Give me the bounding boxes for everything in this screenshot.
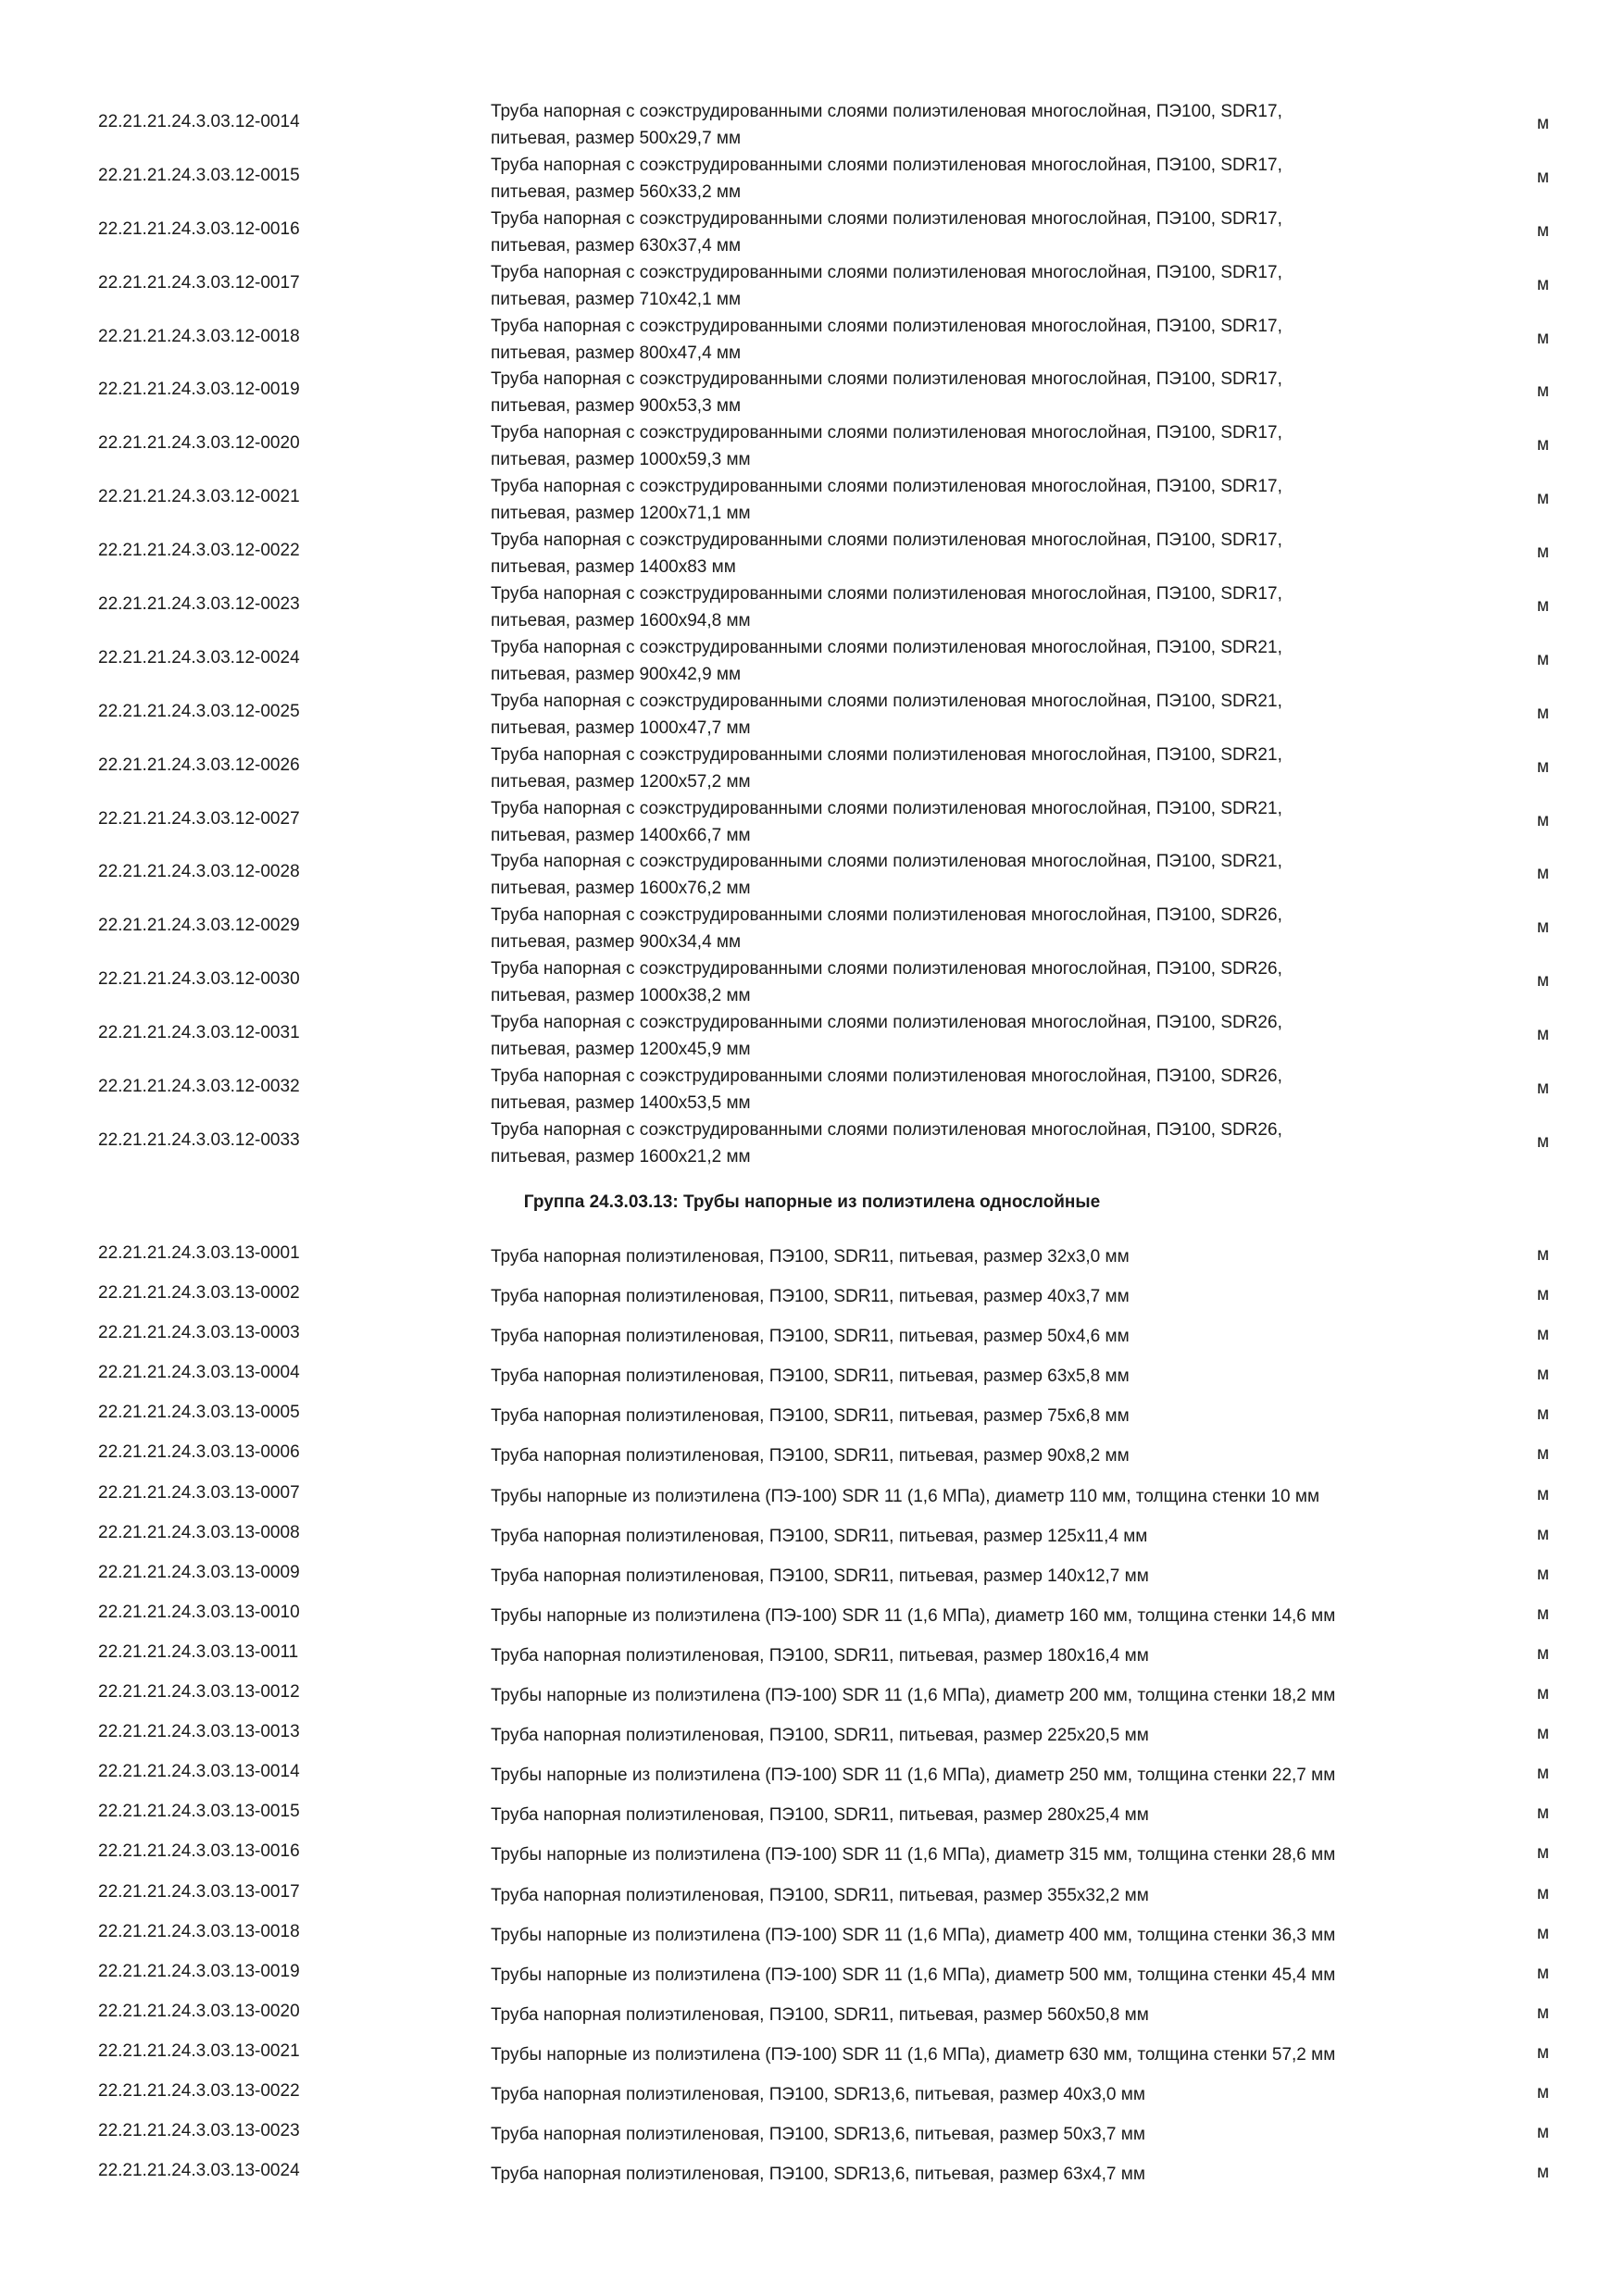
table-row (0, 2153, 1624, 2193)
resource-description: Труба напорная полиэтиленовая, ПЭ100, SDR11, питьевая, размер 560х50,8 мм (491, 2004, 1149, 2025)
resource-description (491, 902, 1491, 955)
table-row (0, 1435, 1624, 1475)
unit-of-measure: м (1537, 1724, 1550, 1744)
unit-of-measure: м (1537, 756, 1550, 777)
unit-of-measure: м (1537, 328, 1550, 348)
description-line-2: питьевая, размер 1000х47,7 мм (491, 718, 751, 738)
resource-code: 22.21.21.24.3.03.13-0015 (98, 1802, 300, 1822)
table-row (0, 1875, 1624, 1915)
resource-description (491, 1117, 1491, 1170)
resource-code: 22.21.21.24.3.03.13-0010 (98, 1602, 300, 1622)
description-line-2: питьевая, размер 1000х38,2 мм (491, 986, 751, 1006)
description-line-1: Труба напорная с соэкструдированными слоями полиэтиленовая многослойная, ПЭ100, SDR21, (491, 852, 1282, 872)
description-line-1: Труба напорная с соэкструдированными слоями полиэтиленовая многослойная, ПЭ100, SDR26, (491, 905, 1282, 926)
resource-description (491, 1063, 1491, 1117)
resource-description: Труба напорная полиэтиленовая, ПЭ100, SDR13,6, питьевая, размер 50х3,7 мм (491, 2125, 1145, 2145)
description-line-1: Труба напорная с соэкструдированными слоями полиэтиленовая многослойная, ПЭ100, SDR26, (491, 1067, 1282, 1087)
description-line-1: Труба напорная с соэкструдированными слоями полиэтиленовая многослойная, ПЭ100, SDR17, (491, 155, 1282, 175)
resource-code: 22.21.21.24.3.03.12-0024 (98, 647, 300, 668)
description-line-1: Труба напорная с соэкструдированными слоями полиэтиленовая многослойная, ПЭ100, SDR17, (491, 530, 1282, 551)
description-line-2: питьевая, размер 630х37,4 мм (491, 235, 742, 256)
description-line-2: питьевая, размер 710х42,1 мм (491, 289, 742, 309)
resource-code: 22.21.21.24.3.03.13-0014 (98, 1762, 300, 1782)
description-line-1: Труба напорная с соэкструдированными слоями полиэтиленовая многослойная, ПЭ100, SDR26, (491, 1119, 1282, 1140)
resource-code: 22.21.21.24.3.03.12-0018 (98, 326, 300, 346)
resource-description: Труба напорная полиэтиленовая, ПЭ100, SDR13,6, питьевая, размер 63х4,7 мм (491, 2165, 1145, 2185)
resource-code: 22.21.21.24.3.03.12-0030 (98, 969, 300, 990)
resource-code: 22.21.21.24.3.03.13-0006 (98, 1442, 300, 1463)
unit-of-measure: м (1537, 864, 1550, 884)
resource-code: 22.21.21.24.3.03.12-0017 (98, 272, 300, 293)
resource-code: 22.21.21.24.3.03.13-0016 (98, 1841, 300, 1862)
table-row (0, 1316, 1624, 1355)
resource-code: 22.21.21.24.3.03.13-0005 (98, 1403, 300, 1423)
unit-of-measure: м (1537, 1245, 1550, 1265)
unit-of-measure: м (1537, 543, 1550, 563)
description-line-1: Труба напорная с соэкструдированными слоями полиэтиленовая многослойная, ПЭ100, SDR21, (491, 798, 1282, 818)
resource-code: 22.21.21.24.3.03.12-0029 (98, 916, 300, 936)
table-row (0, 1355, 1624, 1395)
unit-of-measure: м (1537, 1444, 1550, 1465)
table-row (0, 902, 1624, 955)
unit-of-measure: м (1537, 1325, 1550, 1345)
resource-description (491, 527, 1491, 580)
description-line-1: Труба напорная с соэкструдированными слоями полиэтиленовая многослойная, ПЭ100, SDR17, (491, 423, 1282, 443)
unit-of-measure: м (1537, 2163, 1550, 2183)
description-line-1: Труба напорная с соэкструдированными слоями полиэтиленовая многослойная, ПЭ100, SDR17, (491, 369, 1282, 390)
table-row (0, 1555, 1624, 1595)
table-row (0, 98, 1624, 152)
resource-code: 22.21.21.24.3.03.13-0004 (98, 1363, 300, 1383)
resource-code: 22.21.21.24.3.03.12-0020 (98, 433, 300, 454)
resource-code: 22.21.21.24.3.03.12-0022 (98, 541, 300, 561)
unit-of-measure: м (1537, 1524, 1550, 1544)
table-row (0, 580, 1624, 634)
resource-description: Труба напорная полиэтиленовая, ПЭ100, SDR11, питьевая, размер 125х11,4 мм (491, 1526, 1148, 1546)
description-line-2: питьевая, размер 1200х71,1 мм (491, 504, 751, 524)
resource-code: 22.21.21.24.3.03.13-0021 (98, 2040, 300, 2061)
resource-description: Труба напорная полиэтиленовая, ПЭ100, SDR11, питьевая, размер 75х6,8 мм (491, 1406, 1130, 1427)
table-row (0, 152, 1624, 206)
description-line-1: Труба напорная с соэкструдированными слоями полиэтиленовая многослойная, ПЭ100, SDR26, (491, 1013, 1282, 1033)
table-row (0, 2034, 1624, 2074)
table-row (0, 1675, 1624, 1715)
resource-code: 22.21.21.24.3.03.12-0019 (98, 380, 300, 400)
table-row (0, 1715, 1624, 1754)
resource-description: Труба напорная полиэтиленовая, ПЭ100, SDR11, питьевая, размер 50х4,6 мм (491, 1327, 1130, 1347)
table-row (0, 1009, 1624, 1063)
resource-code: 22.21.21.24.3.03.13-0013 (98, 1722, 300, 1742)
unit-of-measure: м (1537, 114, 1550, 133)
table-row (0, 795, 1624, 849)
table-row (0, 2114, 1624, 2153)
unit-of-measure: м (1537, 220, 1550, 241)
table-row (0, 634, 1624, 688)
resource-description (491, 955, 1491, 1009)
description-line-2: питьевая, размер 900х42,9 мм (491, 664, 742, 684)
table-row (0, 1063, 1624, 1117)
resource-description: Трубы напорные из полиэтилена (ПЭ-100) SDR 11 (1,6 МПа), диаметр 110 мм, толщина стенки 10 мм (491, 1486, 1320, 1506)
resource-description: Трубы напорные из полиэтилена (ПЭ-100) SDR 11 (1,6 МПа), диаметр 315 мм, толщина стенки 28,6 мм (491, 1845, 1336, 1866)
description-line-1: Труба напорная с соэкструдированными слоями полиэтиленовая многослойная, ПЭ100, SDR26, (491, 959, 1282, 980)
unit-of-measure: м (1537, 1764, 1550, 1784)
resource-code: 22.21.21.24.3.03.12-0033 (98, 1129, 300, 1150)
unit-of-measure: м (1537, 1404, 1550, 1425)
resource-code: 22.21.21.24.3.03.13-0003 (98, 1323, 300, 1343)
unit-of-measure: м (1537, 1025, 1550, 1045)
resource-description (491, 419, 1491, 473)
description-line-2: питьевая, размер 900х34,4 мм (491, 932, 742, 953)
resource-description: Трубы напорные из полиэтилена (ПЭ-100) SDR 11 (1,6 МПа), диаметр 500 мм, толщина стенки 45,4 мм (491, 1965, 1336, 1985)
resource-description (491, 313, 1491, 367)
resource-description: Труба напорная полиэтиленовая, ПЭ100, SDR11, питьевая, размер 32х3,0 мм (491, 1247, 1130, 1267)
resource-description (491, 259, 1491, 313)
unit-of-measure: м (1537, 1843, 1550, 1864)
table-row (0, 848, 1624, 902)
description-line-1: Труба напорная с соэкструдированными слоями полиэтиленовая многослойная, ПЭ100, SDR17, (491, 208, 1282, 229)
resource-code: 22.21.21.24.3.03.13-0012 (98, 1682, 300, 1703)
resource-code: 22.21.21.24.3.03.12-0026 (98, 755, 300, 775)
resource-code: 22.21.21.24.3.03.12-0023 (98, 594, 300, 615)
group-heading: Группа 24.3.03.13: Трубы напорные из полиэтилена однослойные (523, 1192, 1101, 1212)
resource-description: Труба напорная полиэтиленовая, ПЭ100, SDR11, питьевая, размер 225х20,5 мм (491, 1726, 1149, 1746)
multilayer-pipes-table (0, 98, 1624, 1170)
resource-code: 22.21.21.24.3.03.12-0016 (98, 218, 300, 239)
table-row (0, 1276, 1624, 1316)
table-row (0, 473, 1624, 527)
unit-of-measure: м (1537, 2123, 1550, 2143)
description-line-2: питьевая, размер 1400х83 мм (491, 557, 736, 578)
table-row (0, 1236, 1624, 1276)
table-row (0, 1794, 1624, 1834)
resource-description (491, 1009, 1491, 1063)
table-row (0, 419, 1624, 473)
unit-of-measure: м (1537, 1684, 1550, 1704)
resource-code: 22.21.21.24.3.03.13-0009 (98, 1562, 300, 1582)
resource-description (491, 848, 1491, 902)
unit-of-measure: м (1537, 1803, 1550, 1824)
resource-code: 22.21.21.24.3.03.12-0031 (98, 1023, 300, 1043)
description-line-2: питьевая, размер 500х29,7 мм (491, 129, 742, 148)
unit-of-measure: м (1537, 596, 1550, 617)
description-line-2: питьевая, размер 1200х57,2 мм (491, 771, 751, 792)
resource-description (491, 366, 1491, 419)
resource-code: 22.21.21.24.3.03.12-0014 (98, 112, 300, 131)
unit-of-measure: м (1537, 971, 1550, 992)
table-row (0, 1635, 1624, 1675)
resource-code: 22.21.21.24.3.03.13-0002 (98, 1283, 300, 1304)
unit-of-measure: м (1537, 381, 1550, 402)
resource-code: 22.21.21.24.3.03.13-0023 (98, 2121, 300, 2141)
resource-description (491, 473, 1491, 527)
table-row (0, 742, 1624, 795)
single-layer-pipes-table (0, 1236, 1624, 2193)
unit-of-measure: м (1537, 1079, 1550, 1099)
table-row (0, 1954, 1624, 1994)
table-row (0, 1915, 1624, 1954)
unit-of-measure: м (1537, 1643, 1550, 1664)
table-row (0, 206, 1624, 259)
resource-description (491, 580, 1491, 634)
table-row (0, 1994, 1624, 2034)
table-row (0, 1516, 1624, 1555)
resource-description (491, 688, 1491, 742)
resource-description (491, 152, 1491, 206)
resource-description: Труба напорная полиэтиленовая, ПЭ100, SDR11, питьевая, размер 180х16,4 мм (491, 1645, 1149, 1666)
unit-of-measure: м (1537, 1285, 1550, 1305)
resource-description: Труба напорная полиэтиленовая, ПЭ100, SDR13,6, питьевая, размер 40х3,0 мм (491, 2084, 1145, 2104)
resource-description (491, 634, 1491, 688)
description-line-2: питьевая, размер 800х47,4 мм (491, 343, 742, 363)
resource-code: 22.21.21.24.3.03.13-0022 (98, 2080, 300, 2101)
description-line-2: питьевая, размер 1400х66,7 мм (491, 825, 751, 845)
description-line-2: питьевая, размер 1400х53,5 мм (491, 1093, 751, 1114)
resource-code: 22.21.21.24.3.03.12-0021 (98, 487, 300, 507)
table-row (0, 527, 1624, 580)
resource-code: 22.21.21.24.3.03.13-0008 (98, 1522, 300, 1542)
description-line-2: питьевая, размер 1000х59,3 мм (491, 450, 751, 470)
unit-of-measure: м (1537, 1131, 1550, 1152)
resource-description: Труба напорная полиэтиленовая, ПЭ100, SDR11, питьевая, размер 355х32,2 мм (491, 1885, 1149, 1905)
table-row (0, 1395, 1624, 1435)
unit-of-measure: м (1537, 703, 1550, 723)
unit-of-measure: м (1537, 1963, 1550, 1983)
description-line-1: Труба напорная с соэкструдированными слоями полиэтиленовая многослойная, ПЭ100, SDR17, (491, 477, 1282, 497)
resource-code: 22.21.21.24.3.03.13-0011 (98, 1641, 299, 1662)
unit-of-measure: м (1537, 2003, 1550, 2023)
resource-description: Труба напорная полиэтиленовая, ПЭ100, SDR11, питьевая, размер 140х12,7 мм (491, 1566, 1149, 1586)
table-row (0, 313, 1624, 367)
description-line-1: Труба напорная с соэкструдированными слоями полиэтиленовая многослойная, ПЭ100, SDR17, (491, 262, 1282, 282)
resource-description: Трубы напорные из полиэтилена (ПЭ-100) SDR 11 (1,6 МПа), диаметр 160 мм, толщина стенки 14,6 мм (491, 1605, 1336, 1626)
resource-code: 22.21.21.24.3.03.13-0017 (98, 1881, 300, 1902)
description-line-2: питьевая, размер 560х33,2 мм (491, 181, 742, 202)
resource-code: 22.21.21.24.3.03.12-0025 (98, 701, 300, 721)
description-line-1: Труба напорная с соэкструдированными слоями полиэтиленовая многослойная, ПЭ100, SDR17, (491, 102, 1282, 121)
unit-of-measure: м (1537, 1883, 1550, 1903)
resource-description: Трубы напорные из полиэтилена (ПЭ-100) SDR 11 (1,6 МПа), диаметр 200 мм, толщина стенки 18,2 мм (491, 1686, 1336, 1706)
description-line-1: Труба напорная с соэкструдированными слоями полиэтиленовая многослойная, ПЭ100, SDR17, (491, 584, 1282, 605)
table-row (0, 1117, 1624, 1170)
unit-of-measure: м (1537, 1564, 1550, 1584)
table-row (0, 1754, 1624, 1794)
resource-description: Труба напорная полиэтиленовая, ПЭ100, SDR11, питьевая, размер 63х5,8 мм (491, 1366, 1130, 1387)
unit-of-measure: м (1537, 810, 1550, 830)
unit-of-measure: м (1537, 274, 1550, 294)
table-row (0, 1595, 1624, 1635)
description-line-1: Труба напорная с соэкструдированными слоями полиэтиленовая многослойная, ПЭ100, SDR21, (491, 637, 1282, 657)
resource-code: 22.21.21.24.3.03.12-0028 (98, 862, 300, 882)
table-row (0, 366, 1624, 419)
description-line-1: Труба напорная с соэкструдированными слоями полиэтиленовая многослойная, ПЭ100, SDR21, (491, 691, 1282, 711)
table-row (0, 259, 1624, 313)
resource-code: 22.21.21.24.3.03.12-0032 (98, 1077, 300, 1097)
table-row (0, 1476, 1624, 1516)
resource-code: 22.21.21.24.3.03.12-0015 (98, 165, 300, 185)
unit-of-measure: м (1537, 1484, 1550, 1504)
unit-of-measure: м (1537, 489, 1550, 509)
table-row (0, 2074, 1624, 2114)
resource-description: Труба напорная полиэтиленовая, ПЭ100, SDR11, питьевая, размер 90х8,2 мм (491, 1446, 1130, 1466)
resource-description: Труба напорная полиэтиленовая, ПЭ100, SDR11, питьевая, размер 40х3,7 мм (491, 1287, 1130, 1307)
unit-of-measure: м (1537, 1365, 1550, 1385)
description-line-2: питьевая, размер 1600х21,2 мм (491, 1146, 751, 1167)
table-row (0, 955, 1624, 1009)
description-line-2: питьевая, размер 1200х45,9 мм (491, 1040, 751, 1060)
unit-of-measure: м (1537, 1603, 1550, 1624)
description-line-2: питьевая, размер 900х53,3 мм (491, 396, 742, 417)
unit-of-measure: м (1537, 2082, 1550, 2103)
resource-description: Труба напорная полиэтиленовая, ПЭ100, SDR11, питьевая, размер 280х25,4 мм (491, 1805, 1149, 1826)
description-line-2: питьевая, размер 1600х76,2 мм (491, 879, 751, 899)
resource-description: Трубы напорные из полиэтилена (ПЭ-100) SDR 11 (1,6 МПа), диаметр 630 мм, толщина стенки 57,2 мм (491, 2044, 1336, 2065)
unit-of-measure: м (1537, 1923, 1550, 1943)
resource-code: 22.21.21.24.3.03.13-0024 (98, 2161, 300, 2181)
resource-code: 22.21.21.24.3.03.12-0027 (98, 808, 300, 829)
resource-code: 22.21.21.24.3.03.13-0018 (98, 1921, 300, 1941)
unit-of-measure: м (1537, 167, 1550, 187)
unit-of-measure: м (1537, 649, 1550, 669)
unit-of-measure: м (1537, 435, 1550, 455)
resource-description (491, 206, 1491, 259)
description-line-1: Труба напорная с соэкструдированными слоями полиэтиленовая многослойная, ПЭ100, SDR17, (491, 316, 1282, 336)
resource-description (491, 742, 1491, 795)
resource-description (491, 795, 1491, 849)
table-row (0, 1834, 1624, 1874)
description-line-1: Труба напорная с соэкструдированными слоями полиэтиленовая многослойная, ПЭ100, SDR21, (491, 744, 1282, 765)
resource-description (491, 98, 1491, 152)
unit-of-measure: м (1537, 2042, 1550, 2063)
resource-code: 22.21.21.24.3.03.13-0020 (98, 2001, 300, 2021)
unit-of-measure: м (1537, 917, 1550, 938)
resource-code: 22.21.21.24.3.03.13-0001 (98, 1243, 300, 1263)
resource-description: Трубы напорные из полиэтилена (ПЭ-100) SDR 11 (1,6 МПа), диаметр 250 мм, толщина стенки 22,7 мм (491, 1766, 1336, 1786)
description-line-2: питьевая, размер 1600х94,8 мм (491, 611, 751, 631)
table-row (0, 688, 1624, 742)
resource-code: 22.21.21.24.3.03.13-0007 (98, 1482, 300, 1503)
resource-code: 22.21.21.24.3.03.13-0019 (98, 1961, 300, 1981)
resource-description: Трубы напорные из полиэтилена (ПЭ-100) SDR 11 (1,6 МПа), диаметр 400 мм, толщина стенки 36,3 мм (491, 1925, 1336, 1945)
